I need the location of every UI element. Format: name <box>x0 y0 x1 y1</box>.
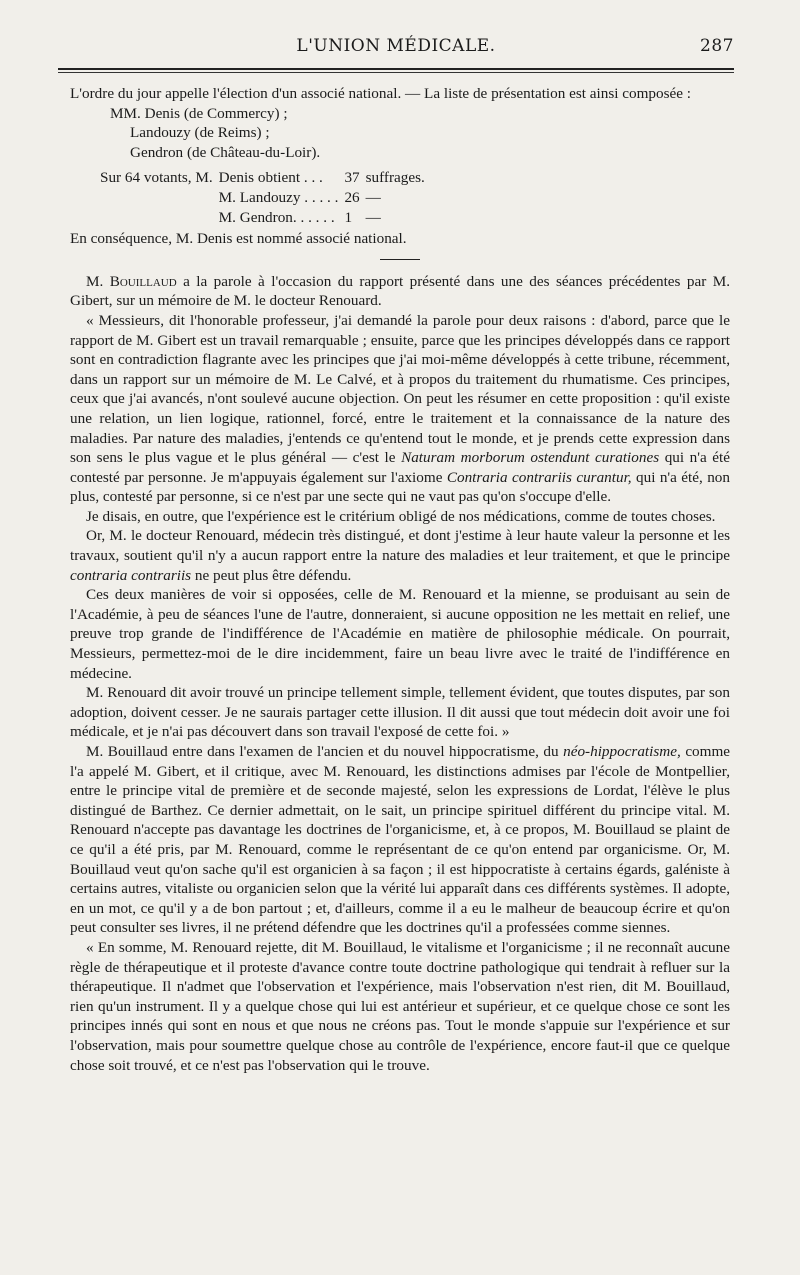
vote-table <box>100 168 431 227</box>
vote-count: 37 <box>344 169 360 187</box>
paragraph: Je disais, en outre, que l'expérience est le critérium obligé de nos médications, comme de toutes choses. <box>86 507 716 525</box>
article-body <box>70 84 730 1075</box>
paragraph: « Messieurs, dit l'honorable professeur, j'ai demandé la parole pour deux raisons : d'abord, parce que le rapport de M. Gibert est un travail remarquable ; ensuite, parce que les principes développés dans ce rapport sont en contradiction flagrante avec les principes que j'ai moi-même développés à cette tribune, récemment, dans un rapport sur un mémoire de M. Le Calvé, et à propos du traitement du rhumatisme. Ces principes, ceux que j'ai avancés, n'ont soulevé aucune objection. On peut les résumer en cette proposition : qu'il existe une relation, un lien logique, rationnel, forcé, entre le traitement et la connaissance de la nature des maladies. Par nature des maladies, j'entends ce qu'entend tout le monde, et je prends cette expression dans son sens le plus vague et le plus général — c'est le Naturam morborum ostendunt curationes qui n'a été contesté par personne. Je m'appuyais également sur l'axiome Contraria contrariis curantur, qui n'a été, non plus, contesté par personne, si ce n'est par une secte qui ne vaut pas qu'on s'occupe d'elle. <box>70 311 731 506</box>
vote-name: M. Gendron. . . . . . <box>218 208 335 226</box>
vote-count: 1 <box>344 208 353 226</box>
candidate-line: MM. Denis (de Commercy) ; <box>110 104 288 122</box>
vote-unit: — <box>365 188 381 206</box>
vote-count: 26 <box>344 188 360 206</box>
paragraph: « En somme, M. Renouard rejette, dit M. Bouillaud, le vitalisme et l'organicisme ; il ne reconnaît aucune règle de thérapeutique et il proteste d'avance contre toute doctrine pathologique qui tendrait à refluer sur la thérapeutique. Il n'admet que l'observation et l'expérience, mais l'observation n'est rien, dit M. Bouillaud, rien qu'un instrument. Il y a quelque chose qui lui est antérieur et supérieur, et ce quelque chose ce sont les principes innés qui sont en nous et que nous ne créons pas. Tout le monde s'appuie sur l'expérience et sur l'observation, mais pour soumettre quelque chose au contrôle de l'expérience, encore faut-il que ce quelque chose soit trouvé, et ce n'est pas l'observation qui le trouve. <box>70 938 730 1074</box>
journal-title: L'UNION MÉDICALE. <box>296 36 496 56</box>
speaker-name: M. Bouillaud <box>86 272 177 290</box>
candidate-line: Landouzy (de Reims) ; <box>130 124 270 142</box>
header-rule-thin <box>58 72 734 73</box>
election-result: En conséquence, M. Denis est nommé associé national. <box>70 230 407 248</box>
votes-lead: Sur 64 votants, M. <box>100 169 213 187</box>
paragraph: Or, M. le docteur Renouard, médecin très distingué, et dont j'estime à leur haute valeur la personne et les travaux, soutient qu'il n'y a aucun rapport entre la nature des maladies et leur traitement, et que le principe contraria contrariis ne peut plus être défendu. <box>70 527 730 584</box>
vote-name: M. Landouzy . . . . . <box>218 188 339 206</box>
vote-row <box>100 168 431 188</box>
latin-quote: contraria contrariis <box>70 566 192 584</box>
candidate-line: Gendron (de Château-du-Loir). <box>130 143 321 161</box>
vote-name: Denis obtient . . . <box>218 169 323 187</box>
paragraph: M. Bouillaud a la parole à l'occasion du rapport présenté dans une des séances précédentes par M. Gibert, sur un mémoire de M. le docteur Renouard. <box>70 272 730 310</box>
header-rule <box>58 68 734 70</box>
latin-quote: Contraria contrariis curantur, <box>446 468 632 486</box>
vote-unit: — <box>365 208 381 226</box>
election-intro: L'ordre du jour appelle l'élection d'un associé national. — La liste de présentation est ainsi composée : <box>70 85 692 102</box>
paragraph: M. Bouillaud entre dans l'examen de l'ancien et du nouvel hippocratisme, du néo-hippocratisme, comme l'a appelé M. Gibert, et il critique, avec M. Renouard, les distinctions admises par l'école de Montpellier, entre le principe vital de première et de seconde majesté, selon les expressions de Lordat, l'élève le plus distingué de Barthez. Ce dernier admettait, on le sait, un principe spirituel différent du principe vital. M. Renouard n'accepte pas davantage les doctrines de l'organicisme, et, à ce propos, M. Bouillaud se plaint de ce qu'il a été pris, par M. Renouard, comme le représentant de ce qu'on entend par organicisme. Or, M. Bouillaud veut qu'on sache qu'il est organicien à sa façon ; il est hippocratiste à certains égards, galéniste à certains autres, vitaliste ou organicien selon que la vérité lui apparaît dans ces différents systèmes. Il adopte, en un mot, ce qu'il y a de bon partout ; et, d'ailleurs, comme il a eu le malheur de beaucoup écrire et qu'on peut consulter ses livres, il ne prétend défendre que les doctrines qu'il a professées comme siennes. <box>70 743 731 937</box>
latin-quote: Naturam morborum ostendunt curationes <box>401 449 660 467</box>
vote-row <box>100 208 431 228</box>
paragraph: M. Renouard dit avoir trouvé un principe tellement simple, tellement évident, que toutes disputes, par son adoption, doivent cesser. Je ne saurais partager cette illusion. Il dit aussi que tout médecin doit avoir une foi médicale, et je n'ai pas découvert dans son travail l'exposé de cette foi. » <box>70 684 730 741</box>
term-italic: néo-hippocratisme, <box>563 743 681 760</box>
running-header <box>58 36 734 58</box>
page-number: 287 <box>700 36 734 56</box>
section-separator <box>380 259 420 260</box>
vote-unit: suffrages. <box>365 169 425 187</box>
vote-row <box>100 188 431 208</box>
paragraph: Ces deux manières de voir si opposées, celle de M. Renouard et la mienne, se produisant au sein de l'Académie, à peu de séances l'une de l'autre, donneraient, si aucune opposition ne les mettait en relief, une preuve trop grande de l'indifférence de l'Académie en matière de philosophie médicale. On pourrait, Messieurs, permettez-moi de le dire incidemment, faire un beau livre avec le traité de l'indifférence en médecine. <box>70 586 730 682</box>
